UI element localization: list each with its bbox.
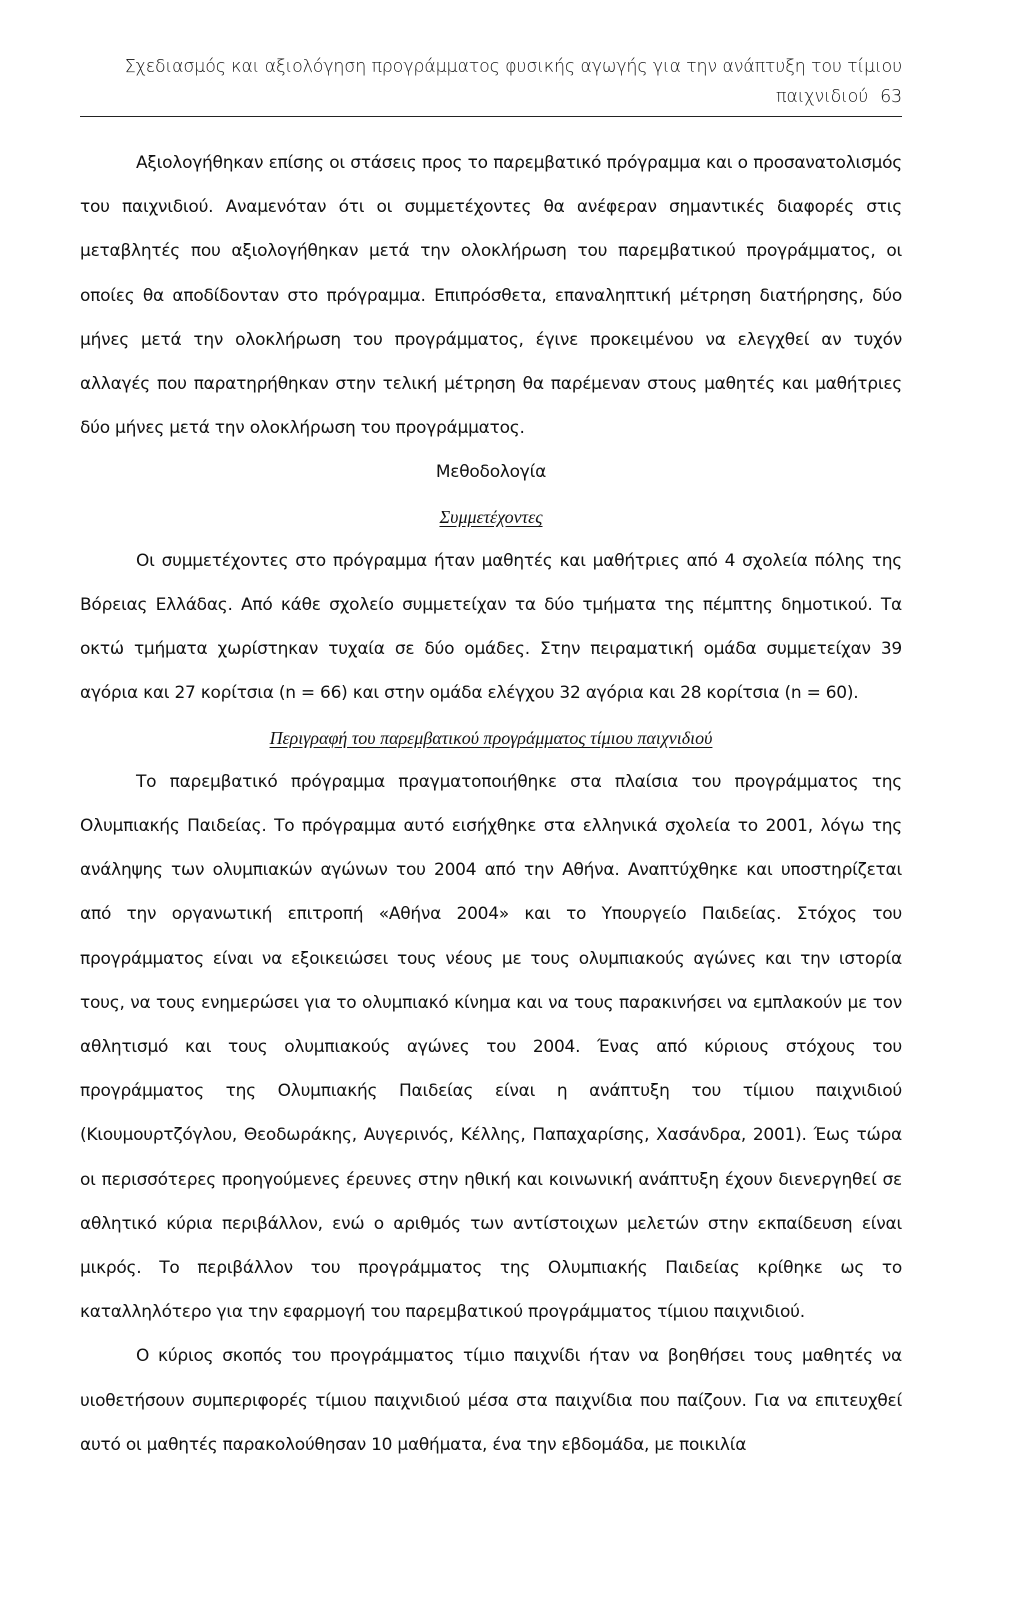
header-rule bbox=[80, 116, 902, 117]
paragraph-program-description: Το παρεμβατικό πρόγραμμα πραγματοποιήθηκε στα πλαίσια του προγράμματος της Ολυμπιακής Παιδείας. Το πρόγραμμα αυτό εισήχθηκε στα ελληνικά σχολεία το 2001, λόγω της ανάληψης των ολυμπιακών αγώνων του 2004 από την Αθήνα. Αναπτύχθηκε και υποστηρίζεται από την οργανωτική επιτροπή «Αθήνα 2004» και το Υπουργείο Παιδείας. Στόχος του προγράμματος είναι να εξοικειώσει τους νέους με τους ολυμπιακούς αγώνες και την ιστορία τους, να τους ενημερώσει για το ολυμπιακό κίνημα και να τους παρακινήσει να εμπλακούν με τον αθλητισμό και τους ολυμπιακούς αγώνες του 2004. Ένας από κύριους στόχους του προγράμματος της Ολυμπιακής Παιδείας είναι η ανάπτυξη του τίμιου παιχνιδιού (Κιουμουρτζόγλου, Θεοδωράκης, Αυγερινός, Κέλλης, Παπαχαρίσης, Χασάνδρα, 2001). Έως τώρα οι περισσότερες προηγούμενες έρευνες στην ηθική και κοινωνική ανάπτυξη έχουν διενεργηθεί σε αθλητικό κύρια περιβάλλον, ενώ ο αριθμός των αντίστοιχων μελετών στην εκπαίδευση είναι μικρός. Το περιβάλλον του προγράμματος της Ολυμπιακής Παιδείας κρίθηκε ως το καταλληλότερο για την εφαρμογή του παρεμβατικού προγράμματος τίμιου παιχνιδιού. bbox=[80, 771, 902, 1323]
paragraph-participants: Οι συμμετέχοντες στο πρόγραμμα ήταν μαθητές και μαθήτριες από 4 σχολεία πόλης της Βόρειας Ελλάδας. Από κάθε σχολείο συμμετείχαν τα δύο τμήματα της πέμπτης δημοτικού. Τα οκτώ τμήματα χωρίστηκαν τυχαία σε δύο ομάδες. Στην πειραματική ομάδα συμμετείχαν 39 αγόρια και 27 κορίτσια (n = 66) και στην ομάδα ελέγχου 32 αγόρια και 28 κορίτσια (n = 60). bbox=[80, 550, 902, 704]
paragraph-program-aim: Ο κύριος σκοπός του προγράμματος τίμιο παιχνίδι ήταν να βοηθήσει τους μαθητές να υιοθετήσουν συμπεριφορές τίμιου παιχνιδιού μέσα στα παιχνίδια που παίζουν. Για να επιτευχθεί αυτό οι μαθητές παρακολούθησαν 10 μαθήματα, ένα την εβδομάδα, με ποικιλία bbox=[80, 1346, 902, 1455]
subheading-participants: Συμμετέχοντες bbox=[439, 506, 543, 527]
section-heading-methodology: Μεθοδολογία bbox=[435, 462, 547, 483]
running-header bbox=[80, 52, 902, 112]
page-number: 63 bbox=[880, 87, 902, 107]
running-header-title: Σχεδιασμός και αξιολόγηση προγράμματος φυσικής αγωγής για την ανάπτυξη του τίμιου παιχνιδιού bbox=[124, 57, 902, 107]
paragraph-intro: Αξιολογήθηκαν επίσης οι στάσεις προς το παρεμβατικό πρόγραμμα και ο προσανατολισμός του παιχνιδιού. Αναμενόταν ότι οι συμμετέχοντες θα ανέφεραν σημαντικές διαφορές στις μεταβλητές που αξιολογήθηκαν μετά την ολοκλήρωση του παρεμβατικού προγράμματος, οι οποίες θα αποδίδονταν στο πρόγραμμα. Επιπρόσθετα, επαναληπτική μέτρηση διατήρησης, δύο μήνες μετά την ολοκλήρωση του προγράμματος, έγινε προκειμένου να ελεγχθεί αν τυχόν αλλαγές που παρατηρήθηκαν στην τελική μέτρηση θα παρέμεναν στους μαθητές και μαθήτριες δύο μήνες μετά την ολοκλήρωση του προγράμματος. bbox=[80, 153, 902, 439]
document-page bbox=[80, 52, 902, 1467]
subheading-program-description: Περιγραφή του παρεμβατικού προγράμματος τίμιου παιχνιδιού bbox=[269, 727, 713, 748]
document-body bbox=[80, 141, 902, 1467]
